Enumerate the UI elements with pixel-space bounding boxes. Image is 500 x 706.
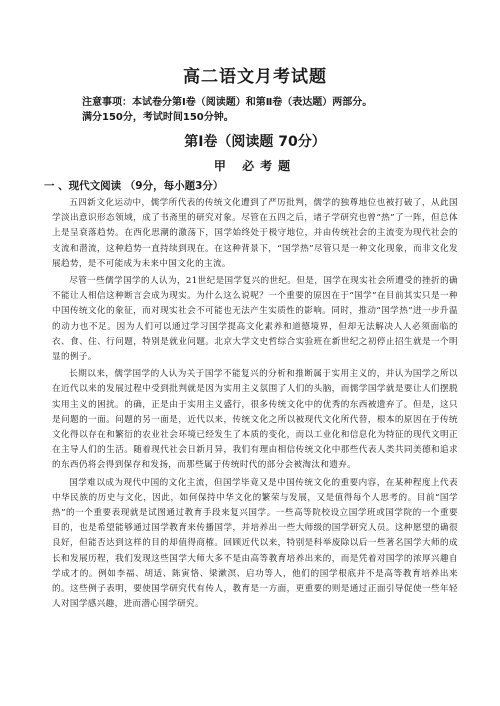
- passage-paragraph-4: 国学难以成为现代中国的文化主流，但国学毕竟又是中国传统文化的重要内容，在某种程度上代表中华民族的历史与文化，因此，如何保持中华文化的繁荣与发展，又是值得每个人思考的。目前“国学热”的一个重要表现就是试图通过教育手段来复兴国学。一些高等院校设立国学班或国学院的一个重要目的，也是希望能够通过国学教育来传播国学，并培养出一些大师级的国学研究人员。这种愿望的确很良好，但能否达到这样的目的却值得商榷。回顾近代以来，特别是科举废除以后一些著名国学大师的成长和发展历程，我们发现这些国学大师大多不是由高等教育培养出来的，而是凭着对国学的浓厚兴趣自学成才的。例如李福、胡适、陈寅恪、梁漱溟、启功等人，他们的国学根底并不是高等教育培养出来的。这些例子表明，要使国学研究代有传人，教育是一方面，更重要的则是通过正面引导促使一些年轻人对国学感兴趣，进而潜心国学研究。: [52, 477, 458, 610]
- exam-title: 高二语文月考试题: [183, 67, 327, 87]
- passage-paragraph-1: 五四新文化运动中，儒学所代表的传统文化遭到了严厉批判，儒学的独尊地位也被打破了，从此国学淡出意识形态领域，成了书斋里的研究对象。尽管在五四之后，诸子学研究也曾“热”了一阵，但总体上是呈衰落趋势。在西化思潮的激荡下，国学始终处于极守地位，并由传统社会的主流变为现代社会的支流和潜流，这种趋势一直持续到现在。在这种背景下，“国学热”尽管只是一种文化现象，而非文化发展趋势，是不可能成为未来中国文化的主流。: [52, 198, 458, 269]
- notice-line-1: 注意事项：本试卷分第Ⅰ卷（阅读题）和第Ⅱ卷（表达题）两部分。: [82, 97, 373, 108]
- required-section-heading: 甲 必考题: [213, 159, 297, 173]
- volume-heading: 第Ⅰ卷（阅读题 70分）: [184, 134, 326, 150]
- reading-passage: [52, 196, 458, 612]
- section-heading: 一 、现代文阅读 （9分，每小题3分）: [44, 180, 224, 192]
- passage-paragraph-3: 长期以来，儒学国学的人认为关于国学不能复兴的分析和推断属于实用主义的，并认为国学之所以在近代以来的发展过程中受到批判就是因为实用主义氛围了人们的头脑，而儒学国学就是要让人们摆脱实用主义的困扰。的确，正是由于实用主义盛行，很多传统文化中的优秀的东西被遗弃了。但是，这只是问题的一面。问题的另一面是，近代以来，传统文化之所以被现代文化所代替，根本的原因在于传统文化得以存在和繁衍的农业社会环境已经发生了本质的变化，而以工业化和信息化为特征的现代文明正在主导人们的生活。随着现代社会日新月异，我们有理由相信传统文化中那些代表人类共同美德和追求的东西仍将会得到保存和发扬，而那些属于传统时代的部分会被淘汰和遗弃。: [52, 369, 458, 471]
- passage-paragraph-2: 尽管一些儒学国学的人认为，21世纪是国学复兴的世纪。但是，国学在现实社会所遭受的挫折的确不能让人相信这种断言会成为现实。为什么这么说呢？一个重要的原因在于“国学”在目前其实只是一种中国传统文化的象征，而对现实社会不可能也无法产生实质性的影响。同时，推动“国学热”进一步升温的动力也不足。因为人们可以通过学习国学提高文化素养和道德境界，但却无法解决人人必须面临的衣、食、住、行问题，特别是就业问题。北京大学文史哲综合实验班在新世纪之初停止招生就是一个明显的例子。: [52, 276, 458, 363]
- notice-line-2: 满分150分，考试时间150分钟。: [82, 112, 234, 123]
